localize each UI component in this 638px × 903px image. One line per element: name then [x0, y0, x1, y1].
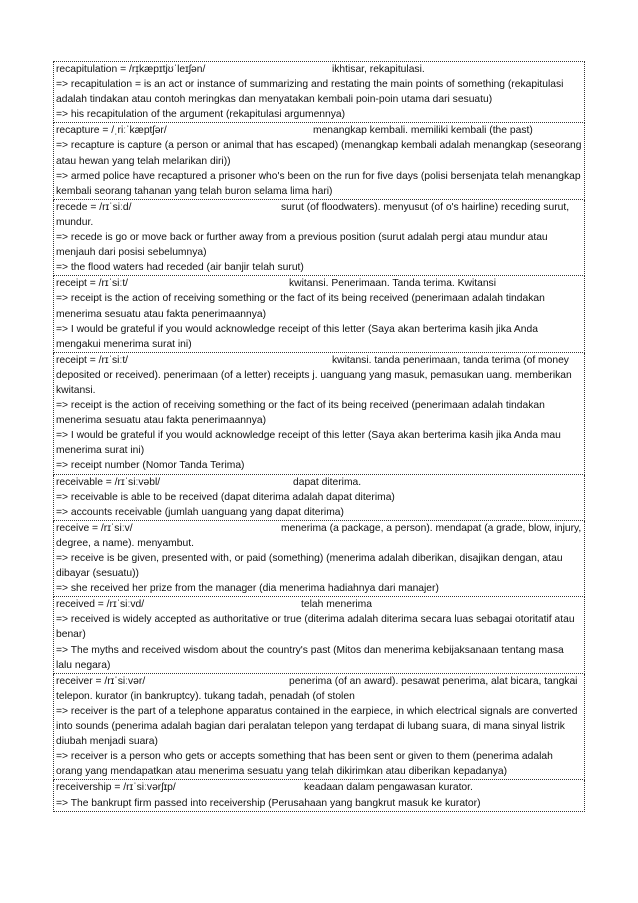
example-line: => received is widely accepted as authoritative or true (diterima adalah diterima secara luas sebagai otoritatif atau benar): [56, 614, 575, 641]
example-line: => armed police have recaptured a prisoner who's been on the run for five days (polisi bersenjata telah menangkap kembali seorang tahanan yang telah buron selama lima hari): [56, 170, 581, 197]
example-line: => The bankrupt firm passed into receivership (Perusahaan yang bangkrut masuk ke kurator): [56, 797, 481, 809]
example-line: => receiver is a person who gets or accepts something that has been sent or given to them (penerima adalah orang yang mendapatkan atau menerima sesuatu yang telah dikirimkan atau diberikan kepadanya): [56, 751, 553, 778]
dictionary-entry: [53, 475, 585, 521]
headword: recede = /rɪˈsiːd/: [56, 201, 132, 213]
dictionary-page: [53, 61, 585, 812]
example-line: => receive is be given, presented with, or paid (something) (menerima adalah diberikan, disajikan dengan, atau dibayar (sesuatu)): [56, 553, 563, 580]
dictionary-entry: [53, 276, 585, 352]
example-line: => receipt is the action of receiving something or the fact of its being received (penerimaan adalah tindakan menerima sesuatu atau fakta penerimaannya): [56, 293, 545, 320]
dictionary-entry: [53, 521, 585, 597]
meaning: kwitansi. tanda penerimaan, tanda terima (of money deposited or received). penerimaan (of a letter) receipts j. uanguang yang masuk, pemasukan uang. memberikan kwitansi.: [56, 354, 572, 396]
example-line: => receipt number (Nomor Tanda Terima): [56, 460, 245, 472]
entry-head: [56, 200, 582, 230]
meaning: ikhtisar, rekapitulasi.: [332, 64, 425, 75]
entry-head: [56, 780, 582, 795]
dictionary-entry: [53, 353, 585, 475]
dictionary-entry: [53, 62, 585, 123]
entry-head: [56, 521, 582, 551]
example-line: => receivable is able to be received (dapat diterima adalah dapat diterima): [56, 491, 395, 503]
headword: received = /rɪˈsiːvd/: [56, 599, 145, 611]
entry-head: [56, 674, 582, 704]
entry-head: [56, 62, 582, 77]
entry-head: [56, 276, 582, 291]
meaning: penerima (of an award). pesawat penerima, alat bicara, tangkai telepon. kurator (in bankruptcy). tukang tadah, penadah (of stolen: [56, 675, 578, 702]
example-line: => recapture is capture (a person or animal that has escaped) (menangkap kembali adalah menangkap (seseorang atau hewan yang telah melarikan diri)): [56, 140, 582, 167]
meaning: dapat diterima.: [293, 476, 362, 488]
meaning: telah menerima: [301, 599, 372, 611]
example-line: => The myths and received wisdom about the country's past (Mitos dan menerima kebijaksanaan tentang masa lalu negara): [56, 644, 564, 671]
example-line: => recede is go or move back or further away from a previous position (surut adalah pergi atau mundur atau menjauh dari posisi sebelumnya): [56, 232, 548, 259]
meaning: keadaan dalam pengawasan kurator.: [304, 782, 473, 794]
headword: receive = /rɪˈsiːv/: [56, 522, 133, 534]
headword: receivable = /rɪˈsiːvəbl/: [56, 476, 161, 488]
dictionary-entry: [53, 123, 585, 199]
entry-head: [56, 475, 582, 490]
example-line: => accounts receivable (jumlah uanguang yang dapat diterima): [56, 506, 344, 518]
headword: receivership = /rɪˈsiːvərʃɪp/: [56, 782, 176, 794]
meaning: surut (of floodwaters). menyusut (of o's hairline) receding surut, mundur.: [56, 201, 570, 228]
dictionary-entry: [53, 200, 585, 276]
headword: receipt = /rɪˈsiːt/: [56, 354, 129, 366]
entry-head: [56, 123, 582, 138]
headword: receipt = /rɪˈsiːt/: [56, 278, 129, 290]
meaning: menerima (a package, a person). mendapat (a grade, blow, injury, degree, a name). menyambut.: [56, 522, 582, 549]
example-line: => receipt is the action of receiving something or the fact of its being received (penerimaan adalah tindakan menerima sesuatu atau fakta penerimaannya): [56, 400, 545, 427]
entry-head: [56, 597, 582, 612]
example-line: => receiver is the part of a telephone apparatus contained in the earpiece, in which electrical signals are converted into sounds (penerima adalah bagian dari peralatan telepon yang terdapat di lubang suara, di mana sinyal listrik diubah menjadi suara): [56, 705, 578, 748]
example-line: => I would be grateful if you would acknowledge receipt of this letter (Saya akan berterima kasih jika Anda mau menerima surat ini): [56, 430, 561, 457]
dictionary-entry: [53, 597, 585, 673]
meaning: menangkap kembali. memiliki kembali (the past): [313, 125, 533, 137]
dictionary-entry: [53, 780, 585, 811]
headword: receiver = /rɪˈsiːvər/: [56, 675, 146, 687]
example-line: => recapitulation = is an act or instance of summarizing and restating the main points of something (rekapitulasi adalah tindakan atau contoh meringkas dan menyatakan kembali poin-poin utama dari sesuatu): [56, 79, 564, 106]
example-line: => the flood waters had receded (air banjir telah surut): [56, 262, 304, 274]
example-line: => I would be grateful if you would acknowledge receipt of this letter (Saya akan berterima kasih jika Anda mengakui menerima surat ini): [56, 323, 538, 350]
example-line: => she received her prize from the manager (dia menerima hadiahnya dari manajer): [56, 583, 439, 595]
headword: recapitulation = /rɪ̩kæpɪtjʊˈleɪʃən/: [56, 64, 206, 75]
dictionary-entry: [53, 674, 585, 781]
example-line: => his recapitulation of the argument (rekapitulasi argumennya): [56, 109, 346, 121]
entry-head: [56, 353, 582, 398]
meaning: kwitansi. Penerimaan. Tanda terima. Kwitansi: [289, 278, 496, 290]
headword: recapture = /ˌriːˈkæptʃər/: [56, 125, 167, 137]
